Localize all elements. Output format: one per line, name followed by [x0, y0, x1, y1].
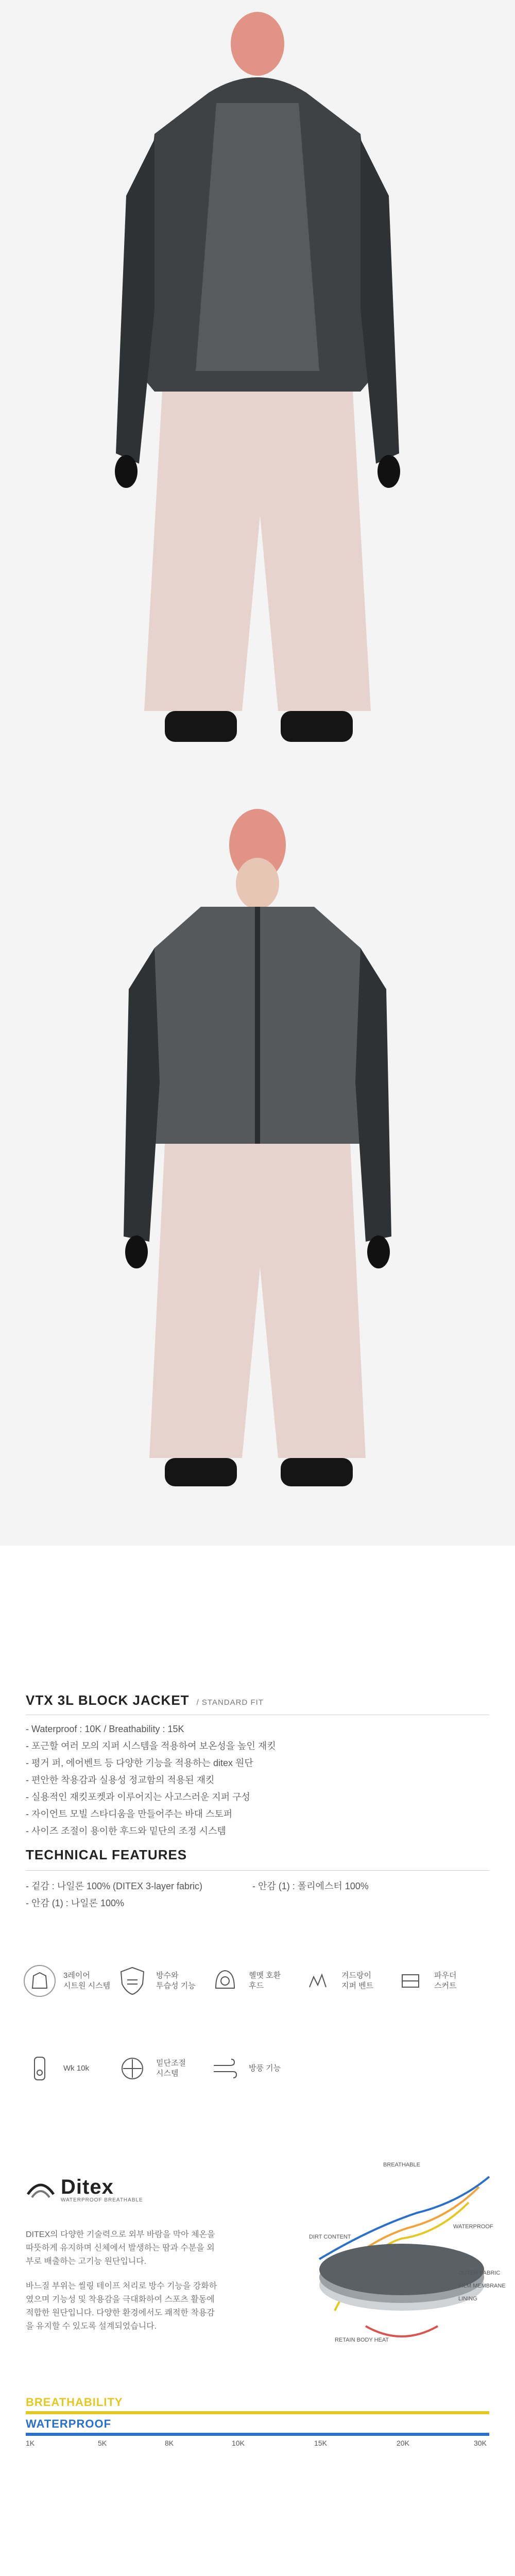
- list-item: - 사이즈 조절이 용이한 후드와 밑단의 조정 시스템: [26, 1823, 276, 1840]
- tick-label: 15K: [314, 2439, 327, 2447]
- list-item: - 평거 퍼, 에어벤트 등 다양한 기능을 적용하는 ditex 원단: [26, 1755, 276, 1772]
- ditex-description: DITEX의 다양한 기술력으로 외부 바람을 막아 체온을 따뜻하게 유지하며 신체에서 발생하는 땀과 수분을 외부로 배출하는 고기능 원단입니다.: [26, 2230, 215, 2266]
- list-item: - 자이언트 모빌 스타디움을 만들어주는 바대 스토퍼: [26, 1806, 276, 1823]
- breathability-label: BREATHABILITY: [26, 2396, 123, 2409]
- spec-item: - 겉감 : 나일론 100% (DITEX 3-layer fabric): [26, 1878, 252, 1895]
- beanie-icon: [231, 12, 284, 76]
- model-front-illustration: [0, 773, 515, 1546]
- list-item: - 포근할 여러 모의 지퍼 시스템을 적용하여 보온성을 높인 재킷: [26, 1738, 276, 1755]
- spec-item: - 안감 (1) : 폴리에스터 100%: [252, 1878, 479, 1895]
- label-film: FILM MEMBRANE: [458, 2283, 506, 2289]
- product-photo-back: [0, 0, 515, 773]
- jacket-icon: [23, 1964, 56, 1997]
- shield-icon: [116, 1964, 149, 1997]
- product-info-section: [0, 1546, 515, 2576]
- product-title-row: [26, 1692, 264, 1708]
- feature-item: 방수와 투습성 기능: [116, 1953, 209, 2009]
- powder-skirt-icon: [394, 1964, 427, 1997]
- waterproof-bar: [26, 2433, 489, 2436]
- list-item: - 실용적인 재킷포켓과 이루어지는 사고스러운 지퍼 구성: [26, 1789, 276, 1806]
- product-fit: / STANDARD FIT: [196, 1698, 264, 1707]
- vent-icon: [301, 1964, 334, 1997]
- tick-label: 30K: [474, 2439, 487, 2447]
- product-title: VTX 3L BLOCK JACKET: [26, 1692, 190, 1708]
- waterproof-label: WATERPROOF: [26, 2417, 112, 2430]
- divider: [26, 1870, 489, 1871]
- feature-item: 겨드랑이 지퍼 벤트: [301, 1953, 394, 2009]
- model-back-illustration: [0, 0, 515, 773]
- ditex-section: [26, 2156, 506, 2372]
- product-photo-front: [0, 773, 515, 1546]
- wind-icon: [209, 2052, 242, 2085]
- feature-item: Wk 10k: [23, 2040, 116, 2097]
- adjust-icon: [116, 2052, 149, 2085]
- feature-item: 방풍 기능: [209, 2040, 301, 2097]
- label-breathable: BREATHABLE: [383, 2162, 420, 2168]
- ditex-description-2: 바느질 부위는 씰링 테이프 처리로 방수 기능을 강화하였으며 기능성 및 착용감을 극대화하여 스포츠 활동에 적합한 원단입니다. 다양한 환경에서도 쾌적한 착용감을 유지할 수 있도록 설계되었습니다.: [26, 2282, 217, 2331]
- material-specs: [26, 1878, 489, 1912]
- feature-item: 파우더 스커트: [394, 1953, 487, 2009]
- membrane-diagram: [304, 2156, 506, 2372]
- technical-features-title: TECHNICAL FEATURES: [26, 1847, 187, 1862]
- breathability-bar: [26, 2411, 489, 2414]
- product-feature-list: [26, 1721, 276, 1840]
- list-item: - 편안한 착용감과 실용성 정교함의 적용된 재킷: [26, 1772, 276, 1789]
- label-dirt: DIRT CONTENT: [309, 2234, 351, 2240]
- tick-label: 1K: [26, 2439, 35, 2447]
- feature-item: 3레이어 시트원 시스템: [23, 1953, 116, 2009]
- label-outer: OUTER FABRIC: [458, 2270, 501, 2276]
- label-waterproof: WATERPROOF: [453, 2224, 493, 2230]
- spec-item: - 안감 (1) : 나일론 100%: [26, 1895, 252, 1912]
- ditex-logo-icon: [26, 2179, 56, 2201]
- feature-item: 헬멧 호환 후드: [209, 1953, 301, 2009]
- tick-label: 5K: [98, 2439, 107, 2447]
- hood-icon: [209, 1964, 242, 1997]
- list-item: - Waterproof : 10K / Breathability : 15K: [26, 1721, 276, 1738]
- feature-item: 밑단조절 시스템: [116, 2040, 209, 2097]
- label-retain: RETAIN BODY HEAT: [335, 2337, 389, 2343]
- performance-scale: [26, 2396, 489, 2450]
- tick-label: 20K: [397, 2439, 409, 2447]
- scale-ticks: [26, 2439, 489, 2450]
- label-lining: LINING: [458, 2296, 477, 2302]
- feature-icon-grid: [23, 1953, 492, 2097]
- tick-label: 10K: [232, 2439, 245, 2447]
- tick-label: 8K: [165, 2439, 174, 2447]
- pocket-icon: [23, 2052, 56, 2085]
- ditex-logo: Ditex WATERPROOF BREATHABLE: [26, 2177, 143, 2203]
